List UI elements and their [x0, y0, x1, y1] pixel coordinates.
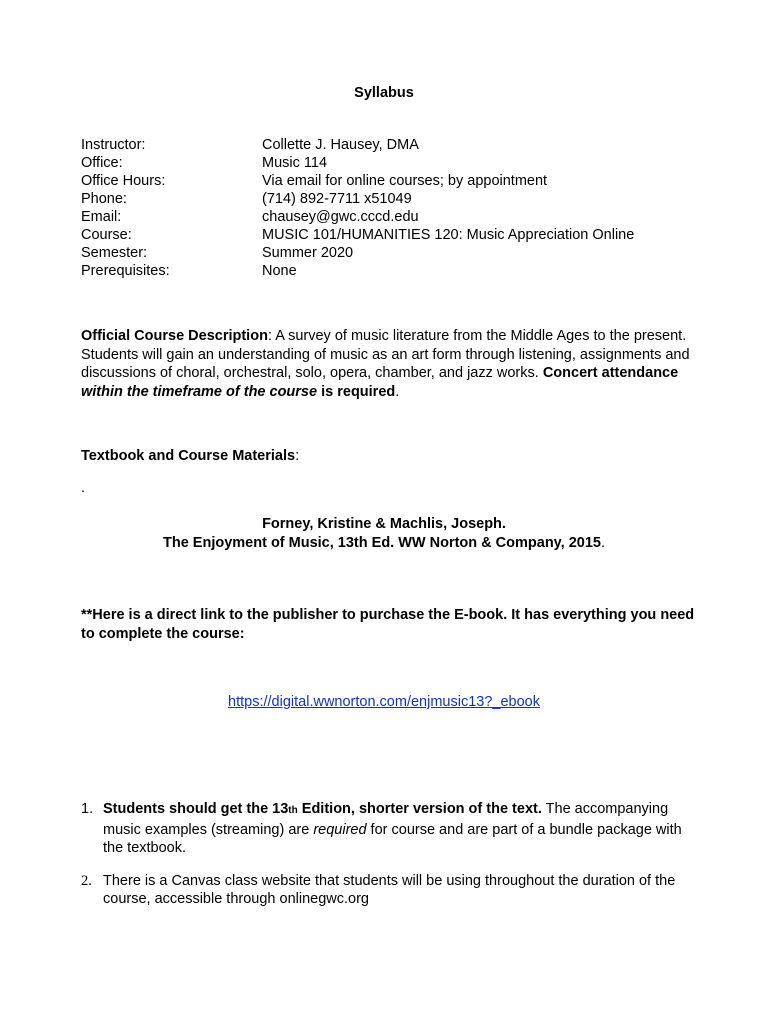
- list-text-b: for course and are part of a bundle package with the textbook.: [103, 821, 682, 856]
- concert-text-a: Concert attendance: [542, 365, 679, 381]
- info-value: chausey@gwc.cccd.edu: [262, 209, 419, 225]
- info-row-office-hours: [81, 172, 634, 190]
- concert-text-b: within the timeframe of the course: [81, 383, 318, 400]
- info-label: Instructor:: [81, 137, 146, 153]
- info-value: Music 114: [262, 155, 328, 171]
- ordinal-suffix: th: [288, 805, 298, 816]
- course-info-block: [81, 136, 634, 280]
- citation-title-line: [0, 534, 768, 553]
- list-item-text: There is a Canvas class website that students will be using throughout the duration of the course, accessible through onlinegwc.org: [103, 872, 676, 907]
- info-label: Prerequisites:: [81, 263, 170, 279]
- stray-period: .: [81, 480, 86, 496]
- concert-text-c: is required: [321, 383, 396, 400]
- materials-heading: [81, 447, 299, 465]
- info-value: Collette J. Hausey, DMA: [262, 137, 419, 153]
- list-item-bold: [103, 801, 542, 817]
- info-row-semester: [81, 244, 634, 262]
- course-description: [81, 327, 691, 401]
- list-item: [81, 872, 691, 909]
- info-row-phone: [81, 190, 634, 208]
- ebook-link[interactable]: https://digital.wwnorton.com/enjmusic13?_ebook: [228, 694, 540, 710]
- info-value: (714) 892-7711 x51049: [262, 191, 412, 207]
- description-label: Official Course Description: [81, 328, 268, 344]
- info-row-office: [81, 154, 634, 172]
- requirements-list: [81, 800, 691, 909]
- materials-heading-text: Textbook and Course Materials: [81, 448, 296, 464]
- citation-period: .: [600, 534, 606, 551]
- textbook-citation: [0, 515, 768, 552]
- info-label: Phone:: [81, 191, 127, 207]
- bold-text-b: Edition, shorter version of the text.: [297, 801, 542, 817]
- info-label: Office Hours:: [81, 173, 166, 189]
- info-row-instructor: [81, 136, 634, 154]
- list-item: [81, 800, 691, 858]
- concert-text-end: .: [395, 383, 400, 400]
- description-text: : A survey of music literature from the Middle Ages to the present. Students will gain an understanding of music as an art form through listening, assignments and discussions of choral, orchestral, solo, opera, chamber, and jazz works.: [81, 328, 690, 381]
- citation-title: The Enjoyment of Music, 13th Ed. WW Norton & Company, 2015: [162, 534, 601, 551]
- list-italic: required: [313, 821, 367, 838]
- list-number: 1.: [81, 801, 94, 817]
- info-label: Office:: [81, 155, 123, 171]
- info-value: Via email for online courses; by appointment: [262, 173, 548, 189]
- info-label: Semester:: [81, 245, 148, 261]
- info-row-prerequisites: [81, 262, 634, 280]
- materials-heading-colon: :: [295, 448, 300, 464]
- ebook-notice: **Here is a direct link to the publisher to purchase the E-book. It has everything you need to complete the course:: [81, 607, 695, 642]
- info-label: Email:: [81, 209, 122, 225]
- info-row-course: [81, 226, 634, 244]
- info-value: Summer 2020: [262, 245, 354, 261]
- document-title: Syllabus: [354, 85, 414, 101]
- info-label: Course:: [81, 227, 132, 243]
- info-value: None: [262, 263, 297, 279]
- bold-text-a: Students should get the 13: [103, 801, 289, 817]
- list-number: 2.: [81, 872, 92, 889]
- citation-authors: Forney, Kristine & Machlis, Joseph.: [262, 516, 506, 532]
- info-row-email: [81, 208, 634, 226]
- ebook-link-line: [0, 693, 768, 711]
- info-value: MUSIC 101/HUMANITIES 120: Music Appreciation Online: [262, 227, 635, 243]
- list-text-a: The accompanying music examples (streaming) are: [103, 801, 669, 838]
